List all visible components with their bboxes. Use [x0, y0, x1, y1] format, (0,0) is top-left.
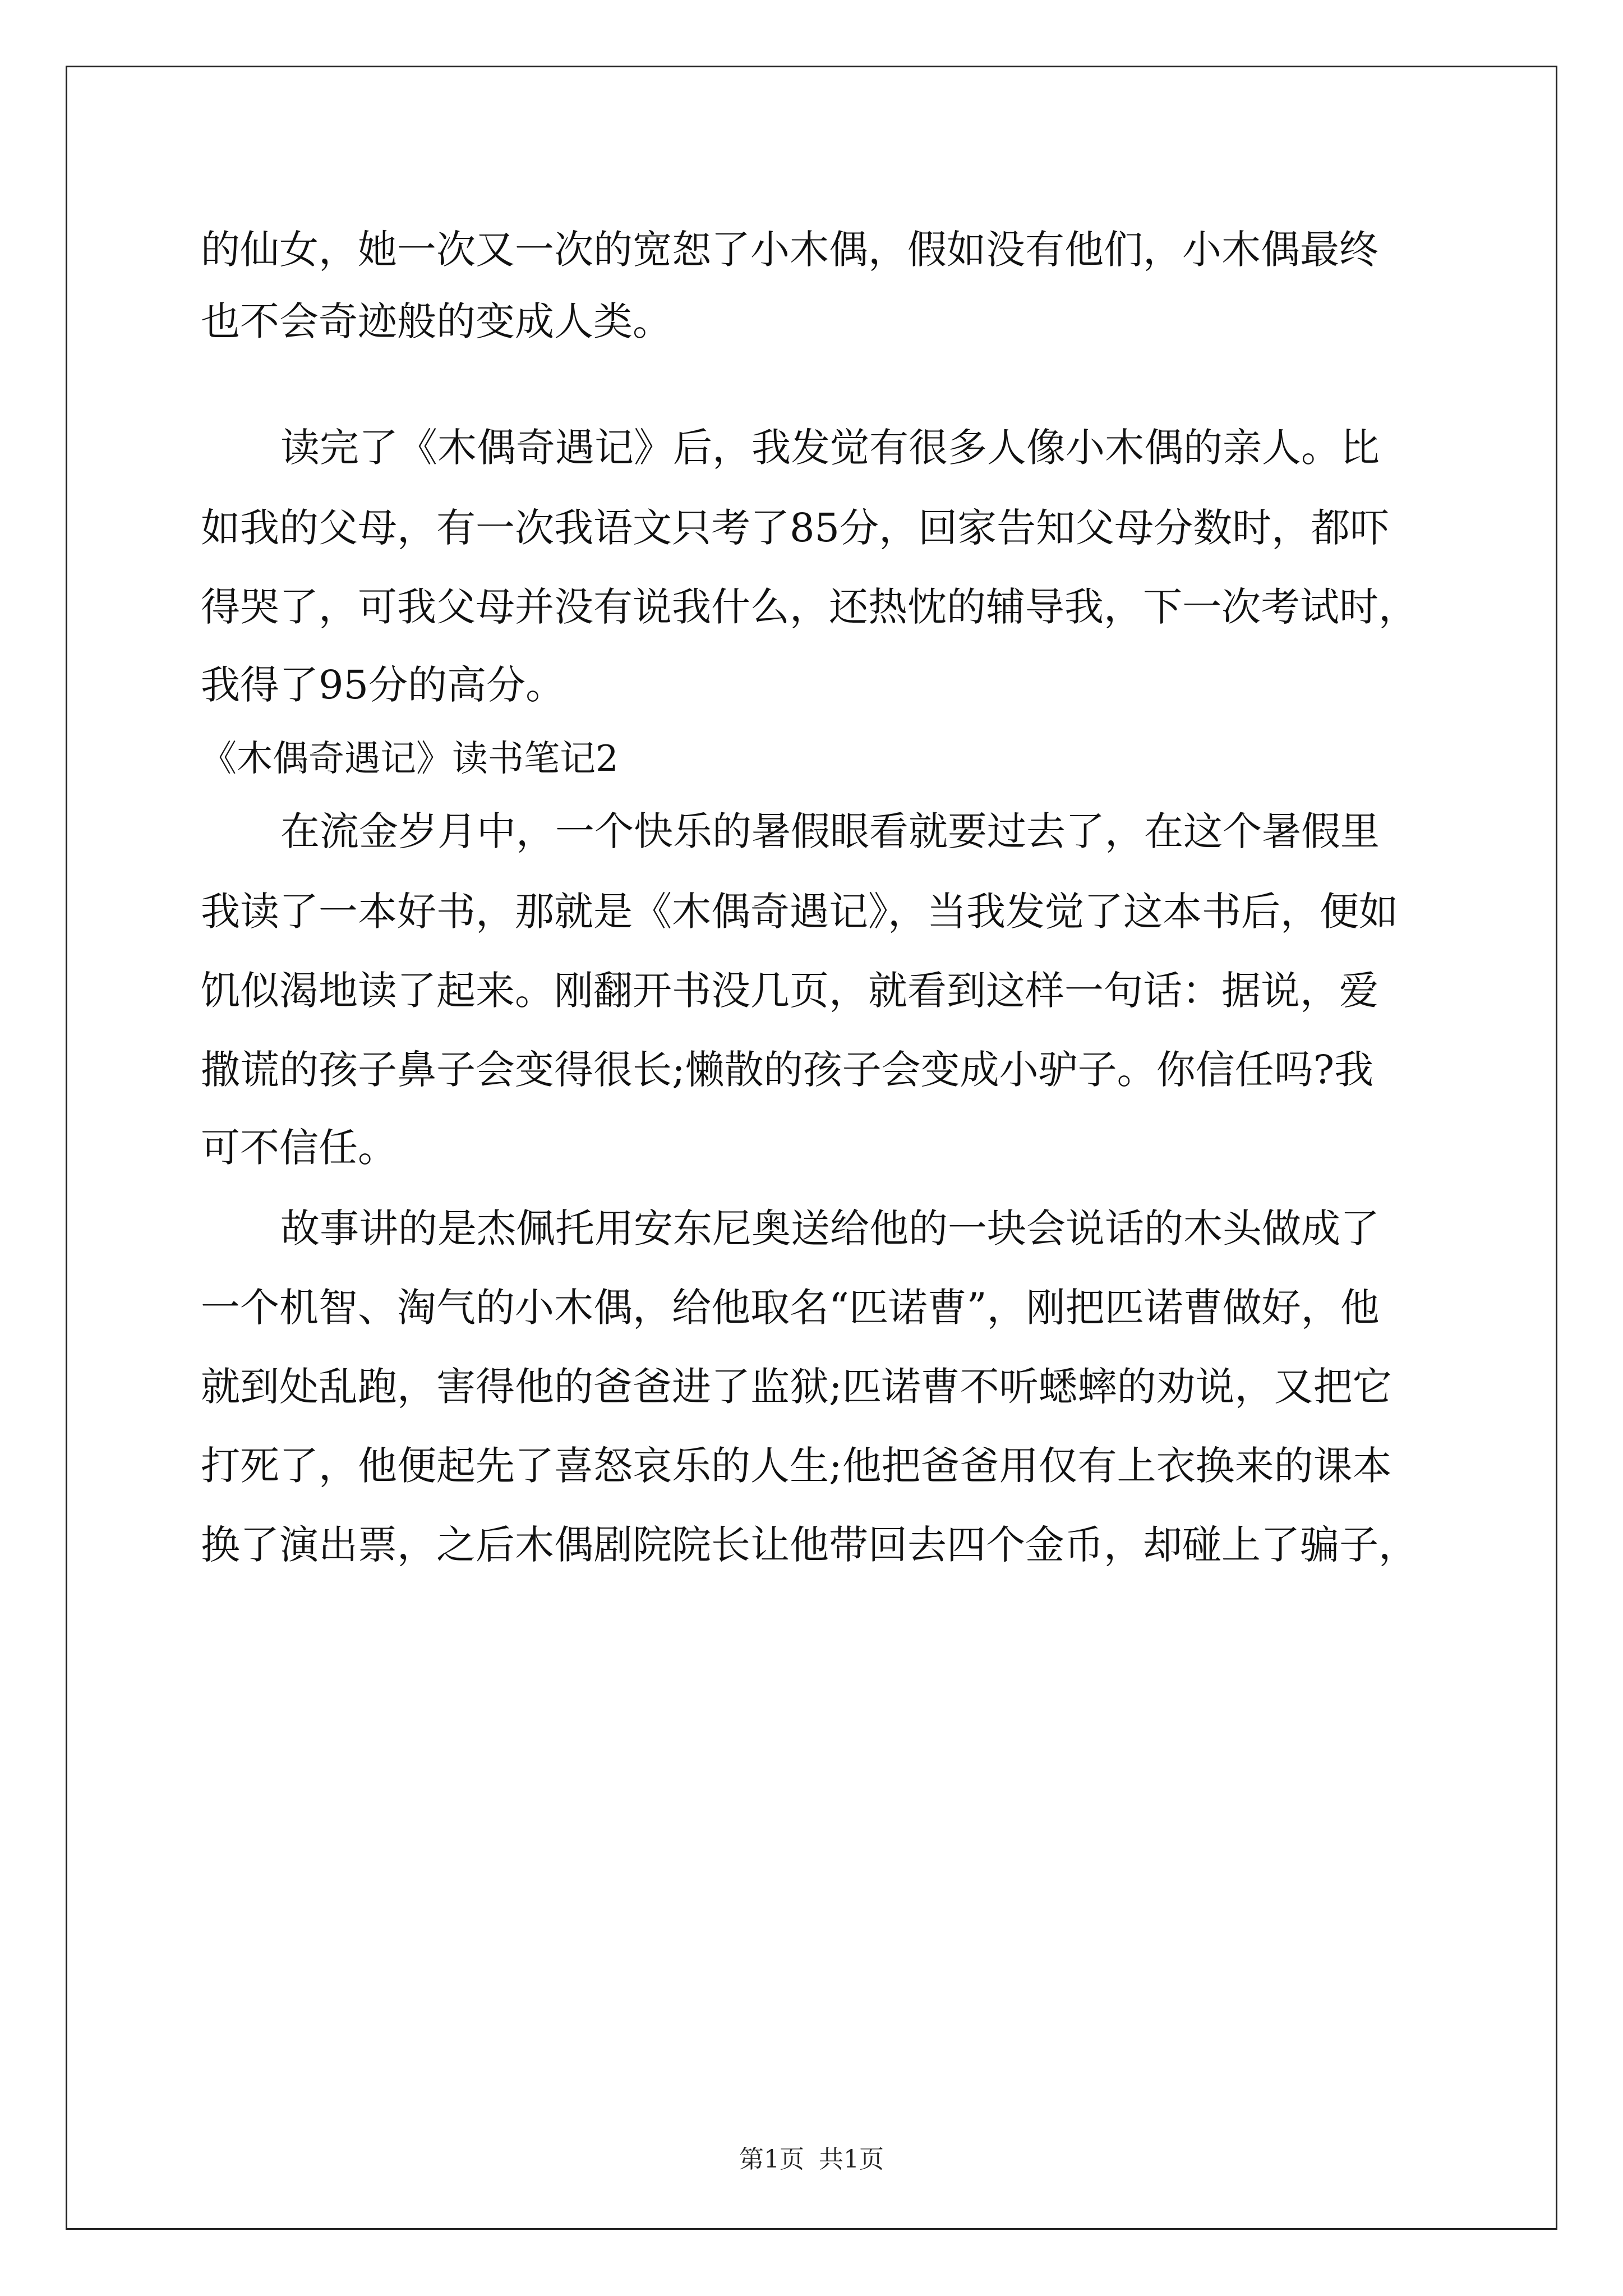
paragraph-line: 读完了《木偶奇遇记》后，我发觉有很多人像小木偶的亲人。比	[280, 425, 1380, 471]
paragraph-line: 我得了95分的高分。	[201, 662, 565, 708]
page-number: 第1页	[739, 2145, 804, 2174]
paragraph-line: 就到处乱跑，害得他的爸爸进了监狱;匹诺曹不听蟋蟀的劝说，又把它	[201, 1364, 1392, 1410]
paragraph-line: 的仙女，她一次又一次的宽恕了小木偶，假如没有他们，小木偶最终	[201, 227, 1378, 273]
paragraph-line: 一个机智、淘气的小木偶，给他取名“匹诺曹”，刚把匹诺曹做好，他	[201, 1285, 1380, 1331]
paragraph-line: 可不信任。	[201, 1125, 397, 1171]
paragraph-line: 我读了一本好书，那就是《木偶奇遇记》，当我发觉了这本书后，便如	[201, 889, 1398, 935]
paragraph-line: 也不会奇迹般的变成人类。	[201, 298, 672, 344]
paragraph-line: 故事讲的是杰佩托用安东尼奥送给他的一块会说话的木头做成了	[280, 1205, 1380, 1251]
paragraph-line: 在流金岁月中，一个快乐的暑假眼看就要过去了，在这个暑假里	[280, 808, 1380, 854]
section-heading: 《木偶奇遇记》读书笔记2	[201, 738, 619, 780]
page-total: 共1页	[819, 2145, 884, 2174]
paragraph-line: 得哭了，可我父母并没有说我什么，还热忱的辅导我，下一次考试时，	[201, 584, 1418, 630]
paragraph-line: 如我的父母，有一次我语文只考了85分，回家告知父母分数时，都吓	[201, 505, 1390, 551]
paragraph-line: 换了演出票，之后木偶剧院院长让他带回去四个金币，却碰上了骗子，	[201, 1522, 1418, 1568]
page-footer	[0, 2143, 1623, 2177]
paragraph-line: 饥似渴地读了起来。刚翻开书没几页，就看到这样一句话：据说，爱	[201, 968, 1378, 1014]
paragraph-line: 撒谎的孩子鼻子会变得很长;懒散的孩子会变成小驴子。你信任吗?我	[201, 1047, 1374, 1093]
paragraph-line: 打死了，他便起先了喜怒哀乐的人生;他把爸爸用仅有上衣换来的课本	[201, 1443, 1392, 1489]
